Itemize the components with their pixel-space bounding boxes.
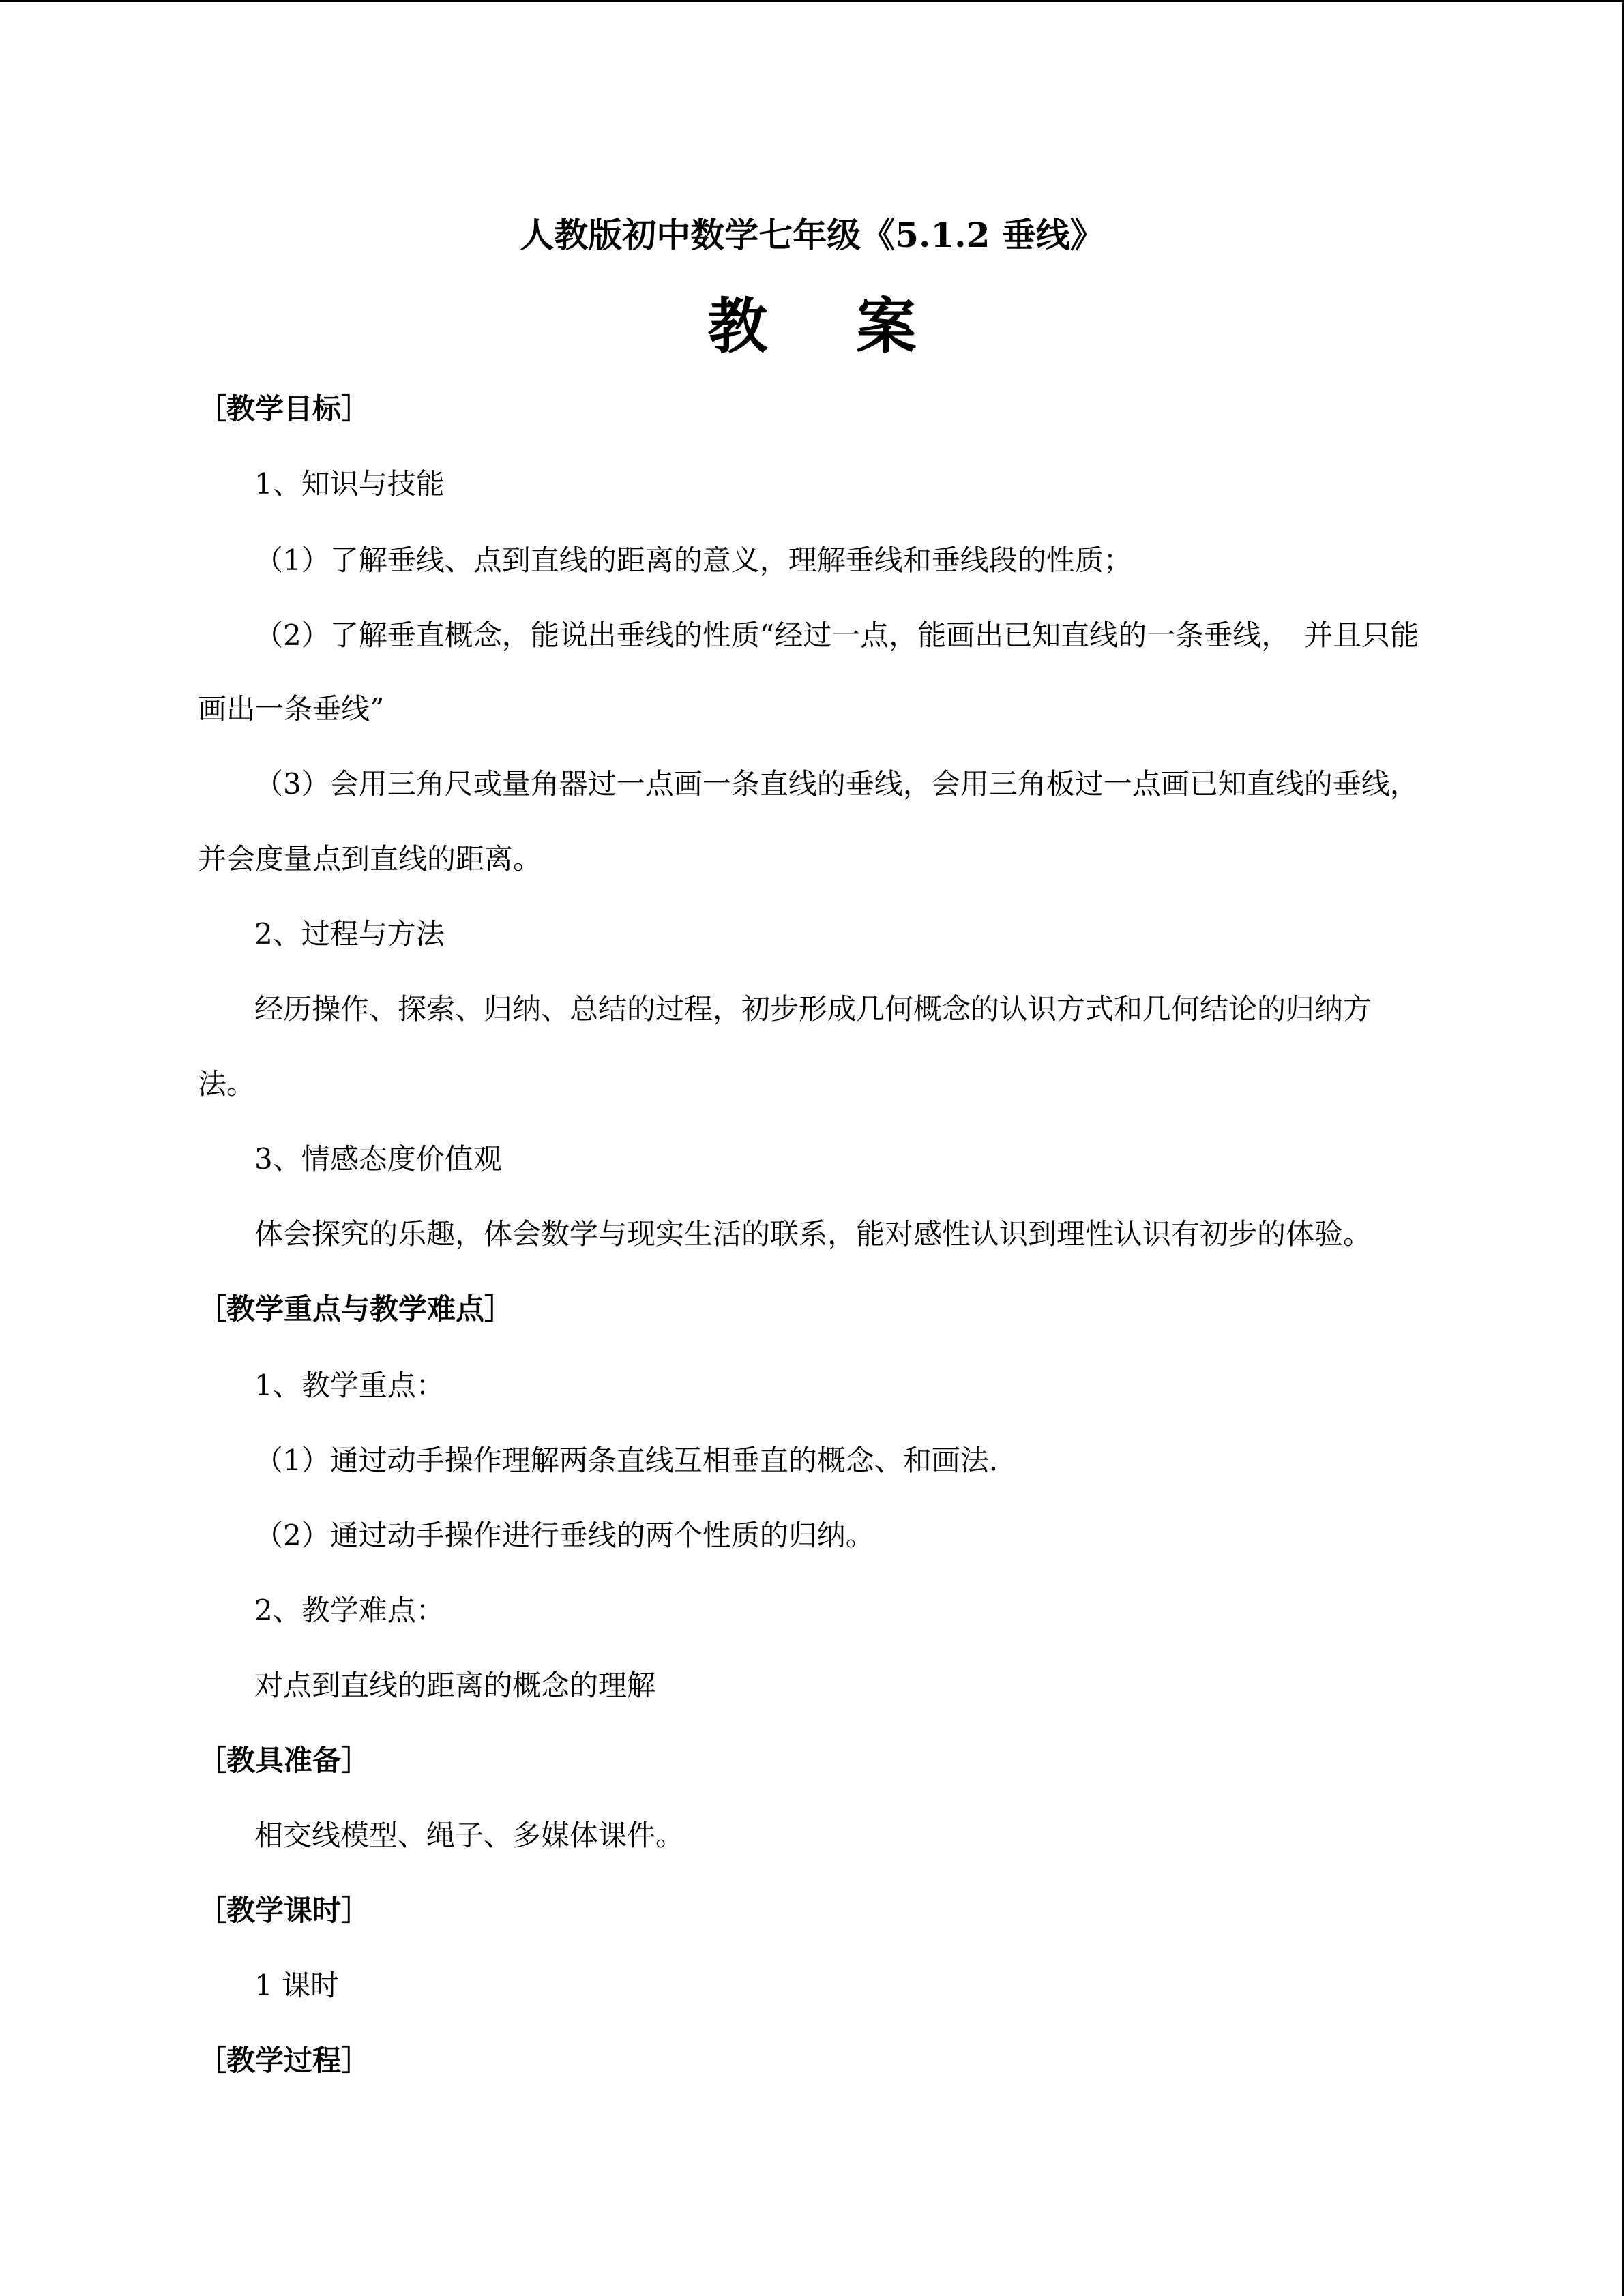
objectives-item2-p1-line2: 法。: [198, 1067, 256, 1101]
materials-heading: ［教具准备］: [198, 1744, 370, 1777]
periods-heading: ［教学课时］: [198, 1894, 370, 1927]
materials-p1: 相交线模型、绳子、多媒体课件。: [254, 1819, 685, 1852]
key-points-item1-p1: （1）通过动手操作理解两条直线互相垂直的概念、和画法.: [254, 1444, 999, 1477]
objectives-item1-p2-line2: 画出一条垂线”: [198, 692, 385, 726]
top-border-rule: [0, 0, 1624, 2]
objectives-item1-p3-line2: 并会度量点到直线的距离。: [198, 842, 542, 876]
process-heading: ［教学过程］: [198, 2044, 370, 2077]
objectives-heading: ［教学目标］: [198, 392, 370, 426]
objectives-item2-title: 2、过程与方法: [254, 917, 445, 951]
objectives-item3-title: 3、情感态度价值观: [254, 1142, 502, 1176]
objectives-item1-p1: （1）了解垂线、点到直线的距离的意义，理解垂线和垂线段的性质；: [254, 543, 1132, 577]
periods-p1: 1 课时: [254, 1969, 340, 2002]
key-points-item2-title: 2、教学难点：: [254, 1594, 445, 1627]
key-points-item2-p1: 对点到直线的距离的概念的理解: [254, 1669, 656, 1702]
objectives-item1-p3-line1: （3）会用三角尺或量角器过一点画一条直线的垂线，会用三角板过一点画已知直线的垂线，: [254, 767, 1419, 801]
objectives-item1-title: 1、知识与技能: [254, 467, 445, 501]
objectives-item3-p1: 体会探究的乐趣，体会数学与现实生活的联系，能对感性认识到理性认识有初步的体验。: [254, 1217, 1372, 1251]
objectives-item1-p2-line1: （2）了解垂直概念，能说出垂线的性质“经过一点，能画出已知直线的一条垂线， 并且只能: [254, 618, 1419, 652]
key-points-heading: ［教学重点与教学难点］: [198, 1292, 514, 1326]
key-points-item1-p2: （2）通过动手操作进行垂线的两个性质的归纳。: [254, 1519, 874, 1552]
key-points-item1-title: 1、教学重点：: [254, 1369, 445, 1402]
objectives-item2-p1-line1: 经历操作、探索、归纳、总结的过程，初步形成几何概念的认识方式和几何结论的归纳方: [254, 992, 1372, 1026]
document-subtitle: 教案: [707, 290, 1005, 361]
document-title: 人教版初中数学七年级《5.1.2 垂线》: [520, 215, 1104, 255]
